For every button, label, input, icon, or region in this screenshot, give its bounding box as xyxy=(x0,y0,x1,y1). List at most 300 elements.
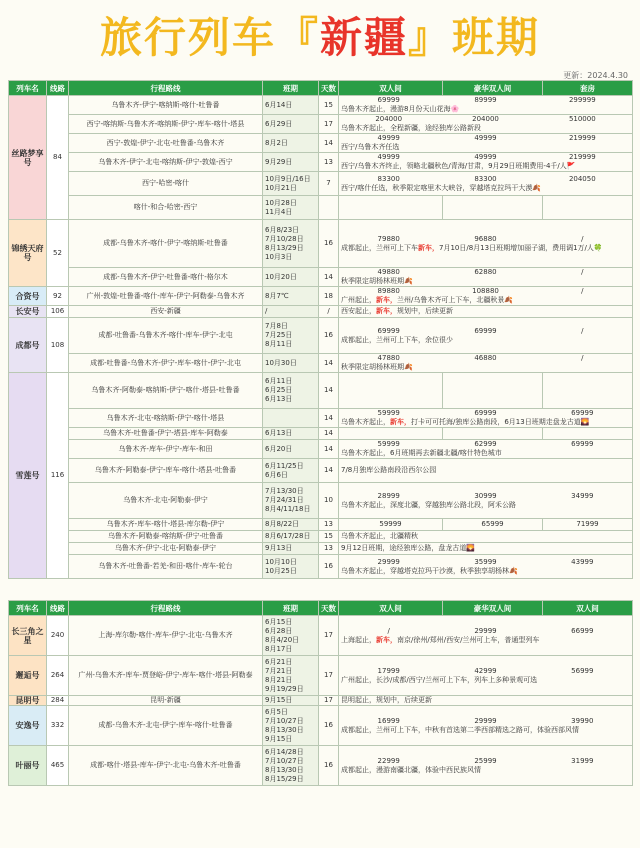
price-note-cell xyxy=(339,306,633,318)
price-row xyxy=(341,96,630,105)
note-line xyxy=(341,544,630,553)
note-text: 乌鲁木齐起止，漫游8月份天山花海🌸 xyxy=(341,105,460,113)
price-row xyxy=(341,492,630,501)
date-item: 8月6/17/28日 xyxy=(265,532,311,540)
table-row xyxy=(9,696,633,706)
price-value: 25999 xyxy=(474,756,497,765)
route-cell: 成都-喀什-塔县-库车-伊宁-北屯-乌鲁木齐-吐鲁番 xyxy=(69,746,263,786)
column-header: 班期 xyxy=(263,601,319,616)
price-note-cell xyxy=(339,459,633,483)
price-value: 16999 xyxy=(377,716,400,725)
note-text: 成都起止，兰州可上下车，中秋有首选 xyxy=(341,725,460,734)
table-row xyxy=(9,287,633,306)
date-item: 8月17日 xyxy=(265,644,293,653)
column-header: 天数 xyxy=(319,601,339,616)
column-header: 双人间 xyxy=(339,81,443,96)
train-code: 106 xyxy=(47,306,69,318)
price-note-cell xyxy=(339,287,633,306)
column-header: 列车名 xyxy=(9,601,47,616)
date-item: 6月15日 xyxy=(265,617,293,626)
route-cell: 乌鲁木齐-阿勒泰-喀纳斯-伊宁-吐鲁番 xyxy=(69,531,263,543)
date-item: 8月15/29日 xyxy=(265,774,304,783)
price-note-cell xyxy=(339,409,633,428)
date-item: 6月13日 xyxy=(265,395,293,403)
price-value xyxy=(339,196,443,220)
table-row xyxy=(9,318,633,354)
train-name: 昆明号 xyxy=(9,696,47,706)
price-value: 47880 xyxy=(377,354,400,362)
price-value: 204000 xyxy=(472,115,499,123)
price-note-cell xyxy=(339,555,633,579)
table-row xyxy=(9,268,633,287)
train-name: 丝路梦享号 xyxy=(9,96,47,220)
price-note-cell xyxy=(339,318,633,354)
column-header: 双人间 xyxy=(339,601,443,616)
note-text: 广州起止， xyxy=(341,296,376,304)
note-text: 秋季限定胡杨林班期🍂 xyxy=(341,277,413,285)
route-cell: 喀什-和合-哈密-西宁 xyxy=(69,196,263,220)
date-item: 8月4/11/18日 xyxy=(265,505,311,513)
note-text-2: 第二季西部精选之路可，体验西部风情 xyxy=(460,725,579,734)
price-row xyxy=(341,115,630,124)
route-cell: 昆明-新疆 xyxy=(69,696,263,706)
note-line xyxy=(341,162,630,171)
column-header: 豪华双人间 xyxy=(443,81,543,96)
title-post: 』班期 xyxy=(408,13,541,62)
route-cell: 成都-乌鲁木齐-喀什-伊宁-喀纳斯-吐鲁番 xyxy=(69,220,263,268)
column-header: 双人间 xyxy=(543,601,633,616)
dates-cell xyxy=(263,172,319,196)
train-code: 240 xyxy=(47,616,69,656)
days-cell: 17 xyxy=(319,656,339,696)
dates-cell xyxy=(263,746,319,786)
date-item: 10月9日/16日 xyxy=(265,174,311,183)
price-value: / xyxy=(581,326,584,335)
dates-cell xyxy=(263,706,319,746)
route-cell: 西宁-哈密-喀什 xyxy=(69,172,263,196)
new-tag: 新车， xyxy=(418,243,439,252)
days-cell: 16 xyxy=(319,706,339,746)
note-line xyxy=(341,449,630,458)
column-header: 天数 xyxy=(319,81,339,96)
days-cell: 17 xyxy=(319,616,339,656)
note-text: 7/8月独库公路南段沿西尔公园 xyxy=(341,466,437,474)
date-item: 10月25日 xyxy=(265,566,297,575)
date-item: 7月10/27日 xyxy=(265,756,304,765)
dates-cell xyxy=(263,531,319,543)
column-header: 线路 xyxy=(47,81,69,96)
date-item: 6月5日 xyxy=(265,707,288,716)
price-note-cell xyxy=(339,354,633,373)
days-cell: 13 xyxy=(319,543,339,555)
dates-cell xyxy=(263,134,319,153)
date-item: 11月4日 xyxy=(265,207,293,216)
date-item: 9月29日 xyxy=(265,157,293,166)
note-text-2: 南京/徐州/郑州/西安/兰州可上车，普通型列车 xyxy=(397,635,540,644)
schedule-table-2 xyxy=(8,600,633,786)
price-note-cell xyxy=(339,543,633,555)
route-cell: 成都-乌鲁木齐-北屯-伊宁-库车-喀什-吐鲁番 xyxy=(69,706,263,746)
date-item: 8月13/30日 xyxy=(265,725,304,734)
date-item: 8月21日 xyxy=(265,675,293,684)
price-value: / xyxy=(387,626,390,635)
price-note-cell xyxy=(339,706,633,746)
date-item: 6月21日 xyxy=(265,657,293,666)
note-text: 乌鲁木齐起止，北疆精秋 xyxy=(341,532,418,540)
dates-cell xyxy=(263,96,319,115)
date-item: 9月15日 xyxy=(265,734,293,743)
new-tag: 新车， xyxy=(376,307,397,315)
note-line xyxy=(341,466,630,475)
table-row xyxy=(9,440,633,459)
price-value: 59999 xyxy=(339,519,443,531)
price-note-cell xyxy=(339,220,633,268)
note-text-2: 7月10日/8月13日班期增加丽子湖，费用调1万/人🍀 xyxy=(439,243,603,252)
date-item: 6月14/28日 xyxy=(265,747,304,756)
note-line xyxy=(341,307,630,316)
price-value: 69999 xyxy=(474,326,497,335)
price-value: 96880 xyxy=(474,234,497,243)
route-cell: 乌鲁木齐-吐鲁番-若羌-和田-喀什-库车-轮台 xyxy=(69,555,263,579)
train-code: 92 xyxy=(47,287,69,306)
days-cell: 14 xyxy=(319,459,339,483)
date-item: 6月11/25日 xyxy=(265,461,304,470)
price-note-cell xyxy=(339,96,633,115)
price-value: 22999 xyxy=(377,756,400,765)
price-row xyxy=(341,409,630,418)
date-item: 10月21日 xyxy=(265,183,297,192)
train-name: 锦绣天府号 xyxy=(9,220,47,287)
table-row xyxy=(9,555,633,579)
price-value: 89880 xyxy=(377,287,400,295)
date-item: 7月24/31日 xyxy=(265,496,304,504)
note-text: 西安起止， xyxy=(341,307,376,315)
table-row xyxy=(9,616,633,656)
route-cell: 乌鲁木齐-阿勒泰-伊宁-库车-喀什-塔县-吐鲁番 xyxy=(69,459,263,483)
price-row xyxy=(341,717,630,726)
price-value: 49999 xyxy=(474,134,497,142)
date-item: 8月4/20日 xyxy=(265,635,300,644)
note-line xyxy=(341,244,630,253)
date-item: 7月25日 xyxy=(265,331,293,339)
price-value: 204000 xyxy=(375,115,403,123)
price-value: 219999 xyxy=(568,134,596,142)
price-note-cell xyxy=(339,134,633,153)
train-code: 84 xyxy=(47,96,69,220)
column-header: 列车名 xyxy=(9,81,47,96)
table-row xyxy=(9,656,633,696)
train-code: 108 xyxy=(47,318,69,373)
note-line xyxy=(341,336,630,345)
price-row xyxy=(341,134,630,143)
price-row xyxy=(341,327,630,336)
date-item: / xyxy=(265,307,268,315)
table-row xyxy=(9,428,633,440)
price-value: 49999 xyxy=(377,153,400,161)
title-highlight: 新疆 xyxy=(319,13,408,62)
note-text-2: 兰州/乌鲁木齐可上下车，北疆秋景🍂 xyxy=(397,296,514,304)
note-text: 乌鲁木齐起止，深度北疆，穿越独库公路北段，阿禾公路 xyxy=(341,500,516,509)
table-row xyxy=(9,172,633,196)
price-value: 34999 xyxy=(571,491,594,500)
price-value: 69999 xyxy=(377,326,400,335)
train-code: 116 xyxy=(47,373,69,579)
table-row xyxy=(9,409,633,428)
price-row xyxy=(341,153,630,162)
route-cell: 西安-新疆 xyxy=(69,306,263,318)
dates-cell xyxy=(263,318,319,354)
route-cell: 上海-库尔勒-喀什-库车-伊宁-北屯-乌鲁木齐 xyxy=(69,616,263,656)
note-line xyxy=(341,501,630,510)
note-line xyxy=(341,124,630,133)
update-date: 更新：2024.4.30 xyxy=(563,71,628,80)
route-cell: 乌鲁木齐-阿勒泰-喀纳斯-伊宁-喀什-塔县-吐鲁番 xyxy=(69,373,263,409)
note-text-2: 打卡可可托海/独库公路南段，6月13日班期走盘龙古道🌄 xyxy=(411,418,590,426)
route-cell: 西宁-敦煌-伊宁-北屯-吐鲁番-乌鲁木齐 xyxy=(69,134,263,153)
table-row xyxy=(9,153,633,172)
price-note-cell xyxy=(339,440,633,459)
price-note-cell xyxy=(339,268,633,287)
train-code: 264 xyxy=(47,656,69,696)
date-item: 9月19/29日 xyxy=(265,684,304,693)
route-cell: 广州-乌鲁木齐-库车-贾登峪-伊宁-库车-喀什-塔县-阿勒泰 xyxy=(69,656,263,696)
note-text: 秋季限定胡杨林班期🍂 xyxy=(341,363,413,371)
days-cell: 14 xyxy=(319,440,339,459)
price-value xyxy=(543,196,633,220)
price-row xyxy=(341,235,630,244)
price-row xyxy=(341,175,630,184)
note-line xyxy=(341,418,630,427)
dates-cell xyxy=(263,115,319,134)
price-row xyxy=(341,268,630,277)
date-item: 6月28日 xyxy=(265,626,293,635)
route-cell: 乌鲁木齐-伊宁-北屯-阿勒泰-伊宁 xyxy=(69,543,263,555)
table-row xyxy=(9,531,633,543)
dates-cell xyxy=(263,268,319,287)
column-header: 套房 xyxy=(543,81,633,96)
table-row xyxy=(9,96,633,115)
date-item: 6月6日 xyxy=(265,470,288,479)
note-text: 西宁/乌鲁木齐任选 xyxy=(341,143,400,151)
days-cell: 14 xyxy=(319,354,339,373)
price-value xyxy=(443,428,543,440)
note-text: 西宁/乌鲁木齐终止，领略北疆秋色/青海/甘肃，9月29日班期费用-4千/人🚩 xyxy=(341,162,576,170)
date-item: 8月11日 xyxy=(265,340,293,348)
price-row xyxy=(341,627,630,636)
price-value: 30999 xyxy=(474,491,497,500)
dates-cell xyxy=(263,373,319,409)
table-row xyxy=(9,196,633,220)
price-value: 31999 xyxy=(571,756,594,765)
date-item: 8月8/22日 xyxy=(265,520,300,528)
price-value: 79880 xyxy=(377,234,400,243)
note-text: 乌鲁木齐起止，全程新疆，途经独库公路新段 xyxy=(341,124,481,132)
note-line xyxy=(341,184,630,193)
days-cell: 14 xyxy=(319,134,339,153)
price-note-cell xyxy=(339,115,633,134)
table-row xyxy=(9,373,633,409)
route-cell: 西宁-喀纳斯-乌鲁木齐-喀纳斯-伊宁-库车-喀什-塔县 xyxy=(69,115,263,134)
column-header: 豪华双人间 xyxy=(443,601,543,616)
date-item: 6月13日 xyxy=(265,429,293,437)
dates-cell xyxy=(263,483,319,519)
train-name: 长安号 xyxy=(9,306,47,318)
days-cell: 14 xyxy=(319,428,339,440)
price-value: 299999 xyxy=(568,96,596,104)
train-code: 52 xyxy=(47,220,69,287)
train-name: 合资号 xyxy=(9,287,47,306)
note-line xyxy=(341,766,630,775)
date-item: 6月11日 xyxy=(265,377,293,385)
price-note-cell xyxy=(339,656,633,696)
price-value xyxy=(339,373,443,409)
table-row xyxy=(9,543,633,555)
schedule-table-1 xyxy=(8,80,633,579)
price-value: / xyxy=(581,354,584,362)
date-item: 7月13/30日 xyxy=(265,487,304,495)
dates-cell xyxy=(263,656,319,696)
note-line xyxy=(341,636,630,645)
note-text: 昆明起止，规划中，后续更新 xyxy=(341,696,432,704)
date-item: 10月20日 xyxy=(265,272,297,281)
price-value: 66999 xyxy=(571,626,594,635)
price-value xyxy=(543,373,633,409)
note-line xyxy=(341,726,630,735)
route-cell: 成都-乌鲁木齐-伊宁-吐鲁番-喀什-格尔木 xyxy=(69,268,263,287)
dates-cell xyxy=(263,354,319,373)
table-row xyxy=(9,519,633,531)
date-item: 6月14日 xyxy=(265,100,293,109)
train-name: 雪莲号 xyxy=(9,373,47,579)
dates-cell xyxy=(263,153,319,172)
dates-cell xyxy=(263,306,319,318)
price-value: 59999 xyxy=(377,440,400,448)
title-pre: 旅行列车『 xyxy=(99,13,320,62)
date-item: 6月25日 xyxy=(265,386,293,394)
date-item: 10月28日 xyxy=(265,198,297,207)
table-row xyxy=(9,459,633,483)
note-line xyxy=(341,532,630,541)
days-cell: 13 xyxy=(319,519,339,531)
days-cell: / xyxy=(319,306,339,318)
price-note-cell xyxy=(339,746,633,786)
date-item: 8月13/30日 xyxy=(265,765,304,774)
route-cell: 成都-吐鲁番-乌鲁木齐-伊宁-库车-喀什-伊宁-北屯 xyxy=(69,354,263,373)
price-value: 65999 xyxy=(443,519,543,531)
table-row xyxy=(9,746,633,786)
price-value: / xyxy=(581,287,584,295)
price-value: 69999 xyxy=(474,409,497,417)
train-name: 叶丽号 xyxy=(9,746,47,786)
train-name: 成都号 xyxy=(9,318,47,373)
price-value: 35999 xyxy=(474,557,497,566)
note-text: 乌鲁木齐起止， xyxy=(341,418,390,426)
dates-cell xyxy=(263,459,319,483)
price-value xyxy=(339,428,443,440)
price-value: 49880 xyxy=(377,268,400,276)
price-value: 29999 xyxy=(474,626,497,635)
route-cell: 乌鲁木齐-伊宁-北屯-喀纳斯-伊宁-敦煌-西宁 xyxy=(69,153,263,172)
price-note-cell xyxy=(339,696,633,706)
price-value: 28999 xyxy=(377,491,400,500)
date-item: 10月30日 xyxy=(265,358,297,367)
date-item: 7月10/27日 xyxy=(265,716,304,725)
price-value: 49999 xyxy=(377,134,400,142)
train-code: 332 xyxy=(47,706,69,746)
price-row xyxy=(341,287,630,296)
price-value: 43999 xyxy=(571,557,594,566)
price-note-cell xyxy=(339,172,633,196)
date-item: 7月10/28日 xyxy=(265,234,304,243)
price-value: 69999 xyxy=(377,96,400,104)
train-code: 465 xyxy=(47,746,69,786)
price-note-cell xyxy=(339,531,633,543)
column-header: 行程路线 xyxy=(69,81,263,96)
table-row xyxy=(9,706,633,746)
note-line xyxy=(341,296,630,305)
route-cell: 乌鲁木齐-库车-伊宁-库车-和田 xyxy=(69,440,263,459)
note-text: 9月12日班期，途经独库公路，盘龙古道🌄 xyxy=(341,544,476,552)
date-item: 7月21日 xyxy=(265,666,293,675)
price-value: 83300 xyxy=(377,174,400,183)
note-text: 上海起止， xyxy=(341,635,376,644)
price-value: 56999 xyxy=(571,666,594,675)
days-cell: 7 xyxy=(319,172,339,196)
note-line xyxy=(341,676,630,685)
price-value: 69999 xyxy=(571,440,594,448)
note-text: 成都起止，兰州可上下车 xyxy=(341,243,418,252)
note-text: 西宁/喀什任选，秋季限定喀里木大峡谷，穿越塔克拉玛干大漠🍂 xyxy=(341,183,542,192)
dates-cell xyxy=(263,616,319,656)
train-name: 安逸号 xyxy=(9,706,47,746)
page-title xyxy=(0,10,640,66)
train-name: 长三角之星 xyxy=(9,616,47,656)
note-line xyxy=(341,363,630,372)
table-row xyxy=(9,483,633,519)
price-value: 71999 xyxy=(543,519,633,531)
days-cell: 13 xyxy=(319,153,339,172)
price-row xyxy=(341,558,630,567)
route-cell: 广州-敦煌-吐鲁番-喀什-库车-伊宁-阿勒泰-乌鲁木齐 xyxy=(69,287,263,306)
price-value: 46880 xyxy=(474,354,497,362)
days-cell: 16 xyxy=(319,746,339,786)
price-value xyxy=(443,196,543,220)
days-cell: 16 xyxy=(319,220,339,268)
price-note-cell xyxy=(339,153,633,172)
dates-cell xyxy=(263,543,319,555)
note-text: 成都起止，兰州可上下车，余位很少 xyxy=(341,335,453,344)
column-header: 班期 xyxy=(263,81,319,96)
price-value: 17999 xyxy=(377,666,400,675)
column-header: 线路 xyxy=(47,601,69,616)
train-code: 284 xyxy=(47,696,69,706)
dates-cell xyxy=(263,519,319,531)
date-item: 9月15日 xyxy=(265,696,293,704)
route-cell: 乌鲁木齐-北屯-阿勒泰-伊宁 xyxy=(69,483,263,519)
new-tag: 新车， xyxy=(376,635,397,644)
price-value: 29999 xyxy=(474,716,497,725)
dates-cell xyxy=(263,555,319,579)
note-line xyxy=(341,696,630,705)
days-cell: 10 xyxy=(319,483,339,519)
days-cell: 15 xyxy=(319,531,339,543)
date-item: 9月13日 xyxy=(265,544,293,552)
days-cell: 14 xyxy=(319,409,339,428)
date-item: 6月8/23日 xyxy=(265,225,300,234)
price-value: 219999 xyxy=(568,153,596,161)
date-item: 7月8日 xyxy=(265,322,288,330)
date-item: 6月29日 xyxy=(265,119,293,128)
